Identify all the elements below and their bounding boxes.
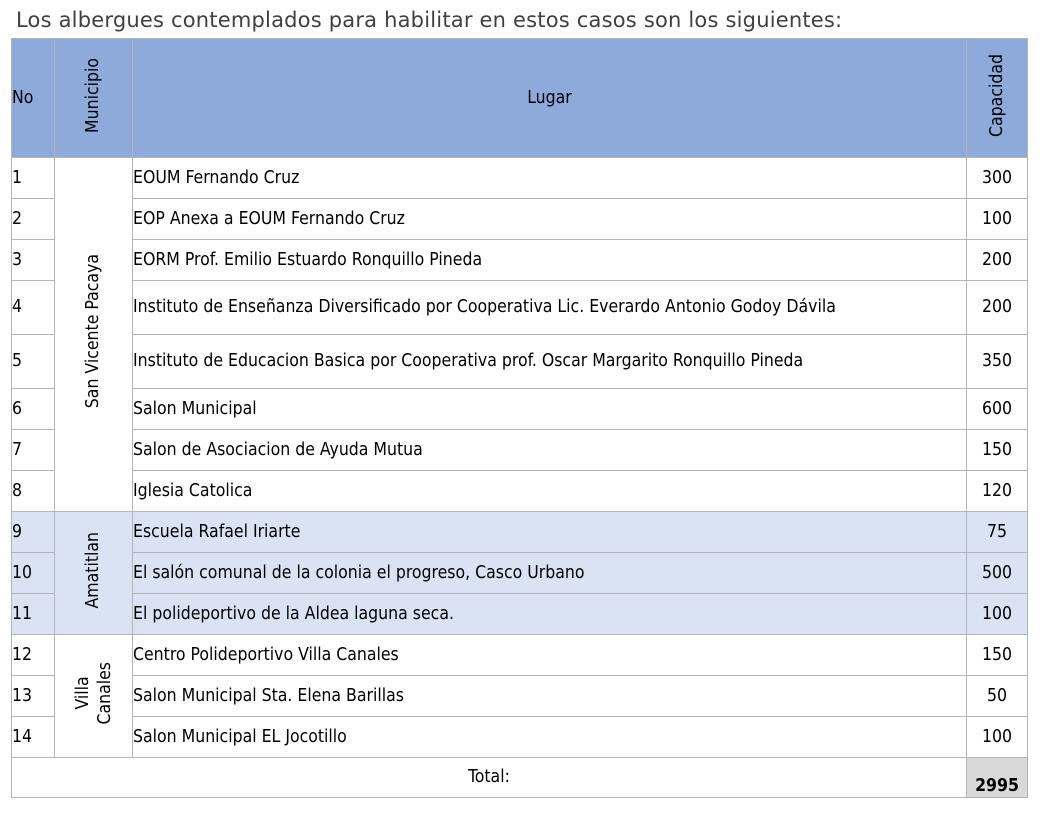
cell-no: 13 — [12, 676, 55, 717]
header-municipio — [55, 39, 133, 158]
header-lugar: Lugar — [133, 39, 967, 158]
table-row — [12, 281, 1028, 335]
table-row — [12, 594, 1028, 635]
cell-lugar: EOP Anexa a EOUM Fernando Cruz — [133, 199, 967, 240]
cell-capacidad: 350 — [967, 335, 1028, 389]
total-row — [12, 758, 1028, 798]
cell-lugar: Salon Municipal Sta. Elena Barillas — [133, 676, 967, 717]
municipio-label — [72, 662, 116, 725]
table-row — [12, 512, 1028, 553]
cell-no: 2 — [12, 199, 55, 240]
header-municipio-label: Municipio — [83, 57, 103, 133]
cell-no: 12 — [12, 635, 55, 676]
header-no: No — [12, 39, 55, 158]
cell-capacidad: 100 — [967, 594, 1028, 635]
municipio-label-line2: Canales — [94, 661, 115, 725]
table-row — [12, 471, 1028, 512]
cell-no: 4 — [12, 281, 55, 335]
municipio-label-line1: Villa — [72, 676, 93, 710]
cell-capacidad: 200 — [967, 281, 1028, 335]
cell-capacidad: 500 — [967, 553, 1028, 594]
cell-capacidad: 300 — [967, 158, 1028, 199]
intro-text: Los albergues contemplados para habilitar en estos casos son los siguientes: — [16, 8, 843, 32]
cell-municipio-san-vicente — [55, 158, 133, 512]
cell-lugar: Escuela Rafael Iriarte — [133, 512, 967, 553]
header-capacidad-label: Capacidad — [986, 53, 1007, 137]
cell-lugar: EORM Prof. Emilio Estuardo Ronquillo Pineda — [133, 240, 967, 281]
table-row — [12, 430, 1028, 471]
cell-lugar: Iglesia Catolica — [133, 471, 967, 512]
cell-capacidad: 150 — [967, 635, 1028, 676]
cell-capacidad: 75 — [967, 512, 1028, 553]
table-row — [12, 240, 1028, 281]
table-row — [12, 199, 1028, 240]
total-value: 2995 — [967, 758, 1028, 798]
cell-capacidad: 50 — [967, 676, 1028, 717]
table-row — [12, 553, 1028, 594]
cell-no: 9 — [12, 512, 55, 553]
cell-lugar: Salon de Asociacion de Ayuda Mutua — [133, 430, 967, 471]
cell-municipio-villa-canales — [55, 635, 133, 758]
total-label: Total: — [12, 758, 967, 798]
cell-no: 11 — [12, 594, 55, 635]
cell-no: 1 — [12, 158, 55, 199]
cell-lugar: El salón comunal de la colonia el progreso, Casco Urbano — [133, 553, 967, 594]
cell-municipio-amatitlan — [55, 512, 133, 635]
table-row — [12, 717, 1028, 758]
cell-capacidad: 100 — [967, 199, 1028, 240]
table-row — [12, 335, 1028, 389]
cell-no: 7 — [12, 430, 55, 471]
municipio-label: San Vicente Pacaya — [83, 254, 103, 409]
cell-no: 6 — [12, 389, 55, 430]
municipio-label: Amatitlan — [83, 531, 103, 609]
header-row — [12, 39, 1028, 158]
cell-lugar: El polideportivo de la Aldea laguna seca. — [133, 594, 967, 635]
cell-capacidad: 600 — [967, 389, 1028, 430]
cell-no: 10 — [12, 553, 55, 594]
table-row — [12, 158, 1028, 199]
cell-lugar: Salon Municipal — [133, 389, 967, 430]
cell-capacidad: 200 — [967, 240, 1028, 281]
cell-no: 14 — [12, 717, 55, 758]
cell-lugar: EOUM Fernando Cruz — [133, 158, 967, 199]
cell-lugar: Centro Polideportivo Villa Canales — [133, 635, 967, 676]
cell-lugar: Salon Municipal EL Jocotillo — [133, 717, 967, 758]
cell-lugar: Instituto de Educacion Basica por Cooperativa prof. Oscar Margarito Ronquillo Pineda — [133, 335, 967, 389]
cell-capacidad: 100 — [967, 717, 1028, 758]
header-capacidad — [967, 39, 1028, 158]
albergues-table — [11, 38, 1028, 798]
table-row — [12, 676, 1028, 717]
cell-capacidad: 150 — [967, 430, 1028, 471]
table-row — [12, 389, 1028, 430]
table-row — [12, 635, 1028, 676]
cell-no: 8 — [12, 471, 55, 512]
cell-no: 5 — [12, 335, 55, 389]
cell-capacidad: 120 — [967, 471, 1028, 512]
cell-no: 3 — [12, 240, 55, 281]
cell-lugar: Instituto de Enseñanza Diversificado por Cooperativa Lic. Everardo Antonio Godoy Dávila — [133, 281, 967, 335]
